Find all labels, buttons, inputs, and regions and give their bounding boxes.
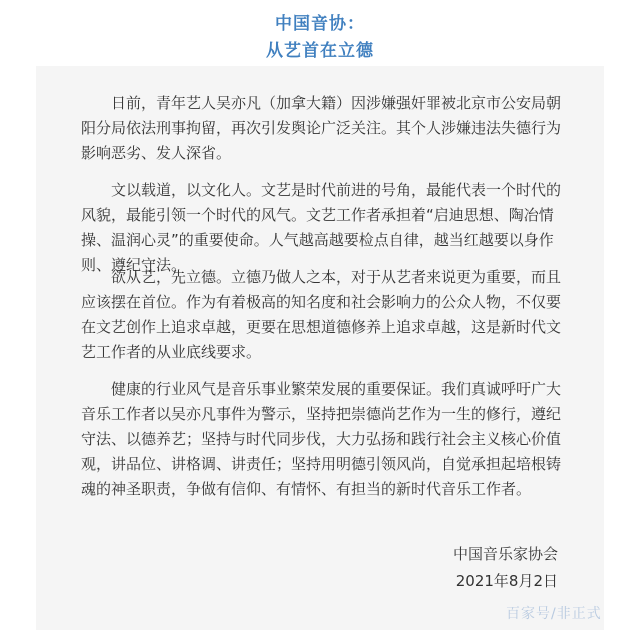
title-line-2: 从艺首在立德 bbox=[266, 41, 374, 61]
header bbox=[0, 0, 640, 64]
signature-organization: 中国音乐家协会 bbox=[452, 545, 558, 563]
watermark: 百家号/非正式 bbox=[506, 606, 602, 622]
signature-date: 2021年8月2日 bbox=[455, 572, 558, 590]
paragraph-4: 健康的行业风气是音乐事业繁荣发展的重要保证。我们真诚呼吁广大音乐工作者以吴亦凡事件为警示，坚持把崇德尚艺作为一生的修行，遵纪守法、以德养艺；坚持与时代同步伐，大力弘扬和践行社会主义核心价值观，讲品位、讲格调、讲责任；坚持用明德引领风尚，自觉承担起培根铸魂的神圣职责，争做有信仰、有情怀、有担当的新时代音乐工作者。 bbox=[81, 380, 562, 498]
title-line-1: 中国音协： bbox=[275, 14, 365, 34]
paragraph-1: 日前，青年艺人吴亦凡（加拿大籍）因涉嫌强奸罪被北京市公安局朝阳分局依法刑事拘留，再次引发舆论广泛关注。其个人涉嫌违法失德行为影响恶劣、发人深省。 bbox=[81, 94, 562, 162]
paragraph-3: 欲从艺，先立德。立德乃做人之本，对于从艺者来说更为重要，而且应该摆在首位。作为有着极高的知名度和社会影响力的公众人物，不仅要在文艺创作上追求卓越，更要在思想道德修养上追求卓越，这是新时代文艺工作者的从业底线要求。 bbox=[81, 268, 562, 361]
statement-panel bbox=[36, 66, 604, 630]
paragraph-2: 文以载道，以文化人。文艺是时代前进的号角，最能代表一个时代的风貌，最能引领一个时代的风气。文艺工作者承担着“启迪思想、陶冶情操、温润心灵”的重要使命。人气越高越要检点自律，越当红越要以身作则、遵纪守法。 bbox=[81, 181, 562, 274]
